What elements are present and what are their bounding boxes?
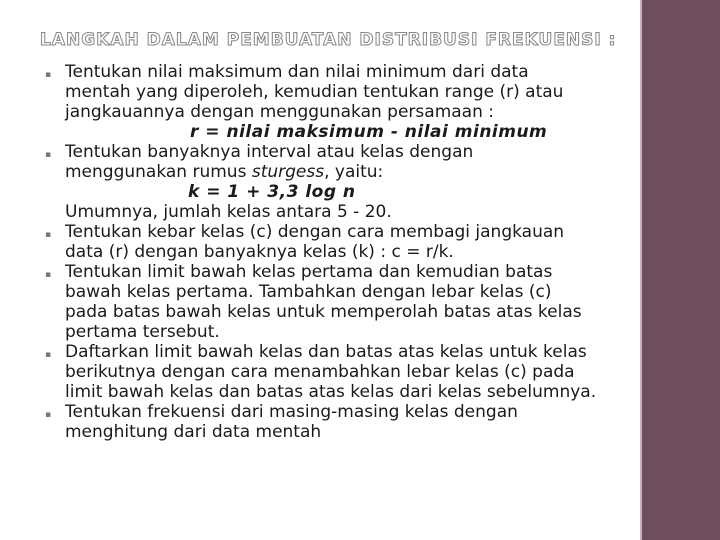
item-line-prefix: menggunakan rumus	[65, 162, 252, 182]
list-item-next-classes	[40, 342, 640, 402]
bullet-icon: ▪	[45, 270, 52, 280]
item-line: jangkauannya dengan menggunakan persamaan :	[65, 102, 495, 122]
item-line: Tentukan banyaknya interval atau kelas dengan	[65, 142, 474, 162]
list-item-lower-limit	[40, 262, 640, 342]
list-item-interval	[40, 142, 640, 222]
item-line: menghitung dari data mentah	[65, 422, 322, 442]
bullet-list	[40, 62, 640, 442]
bullet-icon: ▪	[45, 350, 52, 360]
item-line: pada batas bawah kelas untuk memperolah batas atas kelas	[65, 302, 582, 322]
bullet-icon: ▪	[45, 150, 52, 160]
list-item-class-width	[40, 222, 640, 262]
item-line	[65, 162, 640, 182]
item-line: Daftarkan limit bawah kelas dan batas atas kelas untuk kelas	[65, 342, 587, 362]
item-line: Tentukan nilai maksimum dan nilai minimum dari data	[65, 62, 529, 82]
range-formula: r = nilai maksimum - nilai minimum	[190, 122, 548, 142]
item-line: limit bawah kelas dan batas atas kelas dari kelas sebelumnya.	[65, 382, 597, 402]
decorative-sidebar	[642, 0, 720, 540]
bullet-icon: ▪	[45, 410, 52, 420]
sturgess-term: sturgess	[251, 162, 325, 182]
bullet-icon: ▪	[45, 70, 52, 80]
item-line: data (r) dengan banyaknya kelas (k) : c = r/k.	[65, 242, 454, 262]
item-line-suffix: , yaitu:	[324, 162, 384, 182]
list-item-frequency	[40, 402, 640, 442]
item-line: mentah yang diperoleh, kemudian tentukan range (r) atau	[65, 82, 564, 102]
item-line: pertama tersebut.	[65, 322, 220, 342]
item-line: Tentukan kebar kelas (c) dengan cara membagi jangkauan	[65, 222, 565, 242]
sturgess-formula: k = 1 + 3,3 log n	[188, 182, 356, 202]
list-item-range	[40, 62, 640, 142]
item-line: Tentukan frekuensi dari masing-masing kelas dengan	[65, 402, 518, 422]
slide-title: LANGKAH DALAM PEMBUATAN DISTRIBUSI FREKUENSI :	[40, 30, 617, 50]
bullet-icon: ▪	[45, 230, 52, 240]
item-line: berikutnya dengan cara menambahkan lebar kelas (c) pada	[65, 362, 575, 382]
item-line: bawah kelas pertama. Tambahkan dengan lebar kelas (c)	[65, 282, 552, 302]
item-line: Tentukan limit bawah kelas pertama dan kemudian batas	[65, 262, 553, 282]
item-note: Umumnya, jumlah kelas antara 5 - 20.	[65, 202, 392, 222]
